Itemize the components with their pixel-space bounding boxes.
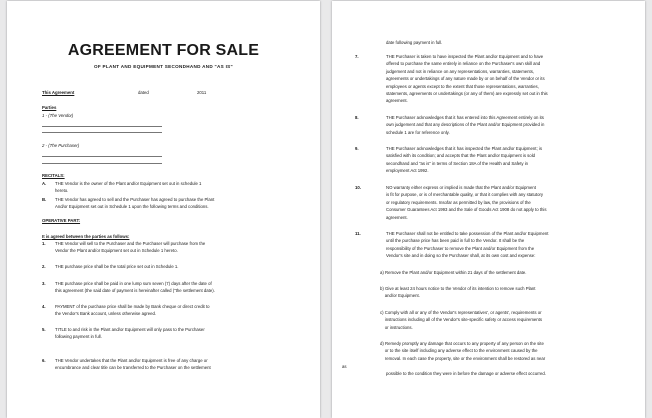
subclause-b [380, 285, 612, 300]
agreement-year: 2011 [197, 90, 207, 95]
clause-line: encumbrance and clear title can be transferred to the Purchaser on the settlement [55, 365, 211, 371]
clause-line: THE purchase price shall be the total price set out in Schedule 1. [55, 264, 179, 269]
subclause-d-last-line: possible to the condition they were in before the damage or adverse effect occurred. [386, 371, 546, 376]
clause-line: Vendor's site and in doing so the Purchaser shall, at its own cost and expense: [386, 253, 536, 259]
clause-number: 1. [42, 241, 46, 246]
clause-line: following payment in full. [55, 334, 102, 340]
clause-line: THE Vendor will sell to the Purchaser and the Purchaser will purchase from the [55, 241, 206, 246]
clause-line: THE Purchaser is taken to have inspected the Plant and/or Equipment and to have [386, 54, 544, 59]
recitals-heading: RECITALS: [42, 173, 65, 178]
clause-line: secondhand and "as is" in terms of Section 18A of the Health and Safety in [386, 160, 529, 166]
subclause-line: or to the site itself including any adverse effect to the environment caused by the [380, 348, 538, 354]
clause-line: statements, agreements or undertakings (or any of them) are expressly set out in this [386, 91, 548, 97]
clause-line: PAYMENT of the purchase price shall be made by Bank cheque or direct credit to [55, 304, 210, 309]
dated-label: dated [138, 90, 149, 95]
parties-heading: Parties [42, 105, 57, 110]
clause-line: TITLE to and risk in the Plant and/or Equipment will only pass to the Purchaser [55, 327, 205, 332]
clause-line: THE Purchaser shall not be entitled to take possession of the Plant and/or Equipment [386, 231, 549, 236]
party-purchaser: 2 - (The Purchaser) [42, 143, 80, 148]
clause-line: NO warranty either express or implied is made that the Plant and/or Equipment [386, 185, 536, 190]
document-page-left [7, 1, 320, 418]
recital-b-line: THE Vendor has agreed to sell and the Purchaser has agreed to purchase the Plant [55, 197, 215, 202]
clause-line: employment Act 1992. [386, 168, 429, 174]
purchaser-line-2 [42, 163, 162, 164]
clause-line: own judgement and that any descriptions of the Plant and/or Equipment provided in [386, 122, 545, 128]
subclause-a [380, 269, 612, 276]
as-fragment: as [342, 364, 347, 369]
document-subtitle: OF PLANT AND EQUIPMENT SECONDHAND AND "AS IS" [94, 64, 233, 69]
clause-line: THE Purchaser acknowledges that it has entered into this Agreement entirely on its [386, 115, 544, 120]
clause-line: this agreement (the said date of payment is hereinafter called ("the settlement date). [55, 288, 215, 294]
subclause-line: and/or Equipment. [380, 293, 420, 299]
clause-line: Vendor the Plant and/or Equipment set out in Schedule 1 hereto. [55, 248, 178, 254]
recital-a-line: THE Vendor is the owner of the Plant and/or Equipment set out in schedule 1 [55, 181, 202, 186]
recital-b-label: B. [42, 197, 47, 202]
clause-line: agreement. [386, 214, 408, 220]
clause-line: is fit for purpose, or is of merchantable quality, or that it complies with any statutory [386, 192, 544, 198]
agreement-label: This Agreement [42, 90, 75, 95]
vendor-line-2 [42, 132, 162, 133]
clause-number: 9. [355, 146, 359, 151]
subclause-line: instructions including all of the Vendor's site-specific safety or access requirements [380, 317, 543, 323]
purchaser-line-1 [42, 156, 162, 157]
subclause-c [380, 309, 612, 331]
recital-a-label: A. [42, 181, 47, 186]
clause-number: 4. [42, 304, 46, 309]
subclause-line: c) Comply with all or any of the Vendor's representatives', or agents', requirements or [380, 310, 542, 315]
clause-line: schedule 1 are for reference only. [386, 129, 450, 135]
clause-number: 6. [42, 358, 46, 363]
document-title: AGREEMENT FOR SALE [67, 42, 260, 59]
operative-heading: OPERATIVE PART: [42, 218, 81, 223]
recital-a-line: hereto. [55, 188, 69, 194]
clause-line: THE Purchaser acknowledges that it has inspected the Plant and/or Equipment; is [386, 146, 542, 151]
agreed-heading: It is agreed between the parties as follows: [42, 234, 130, 239]
clause-number: 8. [355, 115, 359, 120]
clause-number: 11. [355, 231, 361, 236]
clause-line: agreements or undertakings of any nature made by or on behalf of the Vendor or its [386, 76, 545, 82]
continuation-text: date following payment in full. [386, 40, 443, 45]
clause-number: 2. [42, 264, 46, 269]
subclause-line: removal. In each case the property, site or the environment shall be restored as near [380, 355, 546, 361]
clause-line: employees or agents except to the extent that those representations, warranties, [386, 83, 539, 89]
party-vendor: 1 - (The Vendor) [42, 113, 74, 118]
clause-line: agreement. [386, 98, 408, 104]
subclause-line: a) Remove the Plant and/or Equipment within 21 days of the settlement date. [380, 270, 527, 275]
clause-line: judgement and not in reliance on any representations, warranties, statements, [386, 68, 535, 74]
subclause-d [380, 340, 612, 362]
clause-line: offered to purchase the same entirely in reliance on the Purchaser's own skill and [386, 61, 541, 67]
clause-number: 10. [355, 185, 361, 190]
subclause-line: b) Give at least 24 hours notice to the Vendor of its intention to remove such Plant [380, 286, 536, 291]
vendor-line-1 [42, 126, 162, 127]
clause-number: 3. [42, 281, 46, 286]
subclause-line: or instructions. [380, 324, 413, 330]
clause-line: THE purchase price shall be paid in one lump sum seven (7) days after the date of [55, 281, 212, 286]
clause-line: Consumer Guarantees Act 1993 and the Sale of Goods Act 1908 do not apply to this [386, 207, 547, 213]
clause-line: THE Vendor undertakes that the Plant and/or Equipment is free of any charge or [55, 358, 208, 363]
document-page-right [332, 1, 645, 418]
clause-number: 7. [355, 54, 359, 59]
recital-b-line: And/or Equipment set out in Schedule 1 upon the following terms and conditions. [55, 204, 209, 210]
clause-line: until the purchase price has been paid in full to the Vendor. It shall be the [386, 238, 525, 244]
clause-line: the Vendor's Bank account, unless otherwise agreed. [55, 311, 157, 317]
clause-line: or regulatory requirements. Insofar as permitted by law, the provisions of the [386, 199, 531, 205]
subclause-line: d) Remedy promptly any damage that occurs to any property of any person on the site [380, 341, 544, 346]
clause-number: 5. [42, 327, 46, 332]
clause-line: responsibility of the Purchaser to remove the Plant and/or Equipment from the [386, 245, 535, 251]
clause-line: satisfied with its condition; and accepts that the Plant and/or Equipment is sold [386, 153, 536, 159]
